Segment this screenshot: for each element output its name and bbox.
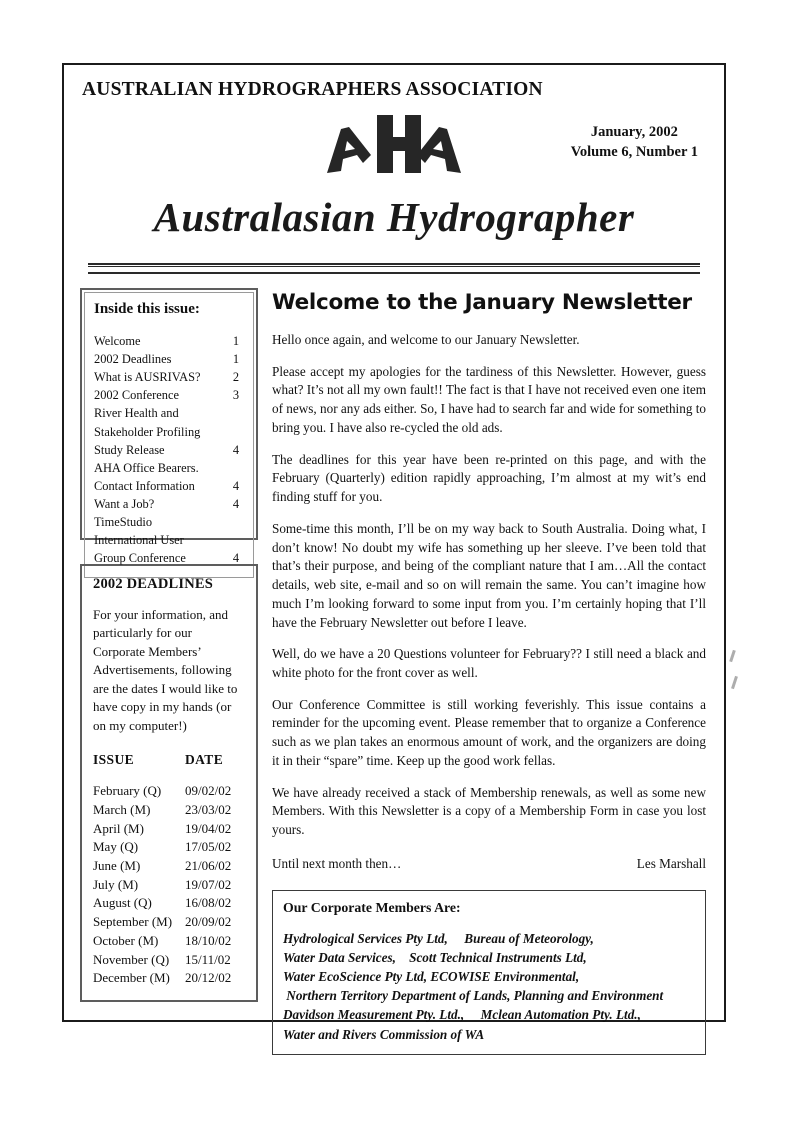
toc-label: What is AUSRIVAS? bbox=[94, 370, 201, 385]
deadlines-box bbox=[80, 564, 258, 1002]
deadlines-col-date: DATE bbox=[185, 752, 224, 768]
table-row bbox=[93, 876, 245, 895]
toc-entry[interactable] bbox=[94, 404, 244, 422]
list-item: Hydrological Services Pty Ltd, Bureau of Meteorology, bbox=[283, 930, 594, 946]
deadline-date: 20/12/02 bbox=[185, 970, 232, 986]
article-paragraph: Please accept my apologies for the tardiness of this Newsletter. However, guess what? It’s not all my own fault!! The fact is that I have not received even one item of news, nor any ads either. So, I have had to search far and wide for something to bring you. I have also re-cycled the old ads. bbox=[272, 363, 706, 435]
page-content bbox=[64, 65, 724, 1042]
table-row bbox=[93, 969, 245, 988]
toc-label: International User bbox=[94, 533, 184, 548]
toc-page: 2 bbox=[232, 370, 240, 385]
deadline-issue: June (M) bbox=[93, 858, 141, 874]
deadline-date: 19/07/02 bbox=[185, 876, 232, 892]
toc-label: Want a Job? bbox=[94, 496, 155, 511]
deadlines-intro-text: For your information, and particularly for our Corporate Members’ Advertisements, following are the dates I would like to have copy in my hands (or on my computer!) bbox=[93, 607, 238, 733]
association-name: AUSTRALIAN HYDROGRAPHERS ASSOCIATION bbox=[82, 79, 543, 100]
inside-this-issue-box bbox=[80, 288, 258, 566]
toc-entry[interactable] bbox=[94, 368, 244, 386]
body-columns bbox=[78, 288, 710, 1055]
table-row bbox=[93, 894, 245, 913]
table-row bbox=[93, 838, 245, 857]
toc-label: Welcome bbox=[94, 334, 141, 348]
issue-meta bbox=[571, 123, 698, 162]
toc-label: AHA Office Bearers. bbox=[94, 460, 199, 475]
toc-entry[interactable] bbox=[94, 495, 244, 513]
deadline-date: 17/05/02 bbox=[185, 839, 232, 855]
deadline-date: 15/11/02 bbox=[185, 951, 231, 967]
table-row bbox=[93, 913, 245, 932]
table-row bbox=[93, 951, 245, 970]
article-paragraph: We have already received a stack of Membership renewals, as well as some new Members. With this Newsletter is a copy of a Membership Form in case you lost yours. bbox=[272, 784, 706, 838]
deadline-date: 16/08/02 bbox=[185, 895, 232, 911]
deadline-issue: May (Q) bbox=[93, 839, 139, 855]
issue-date: January, 2002 bbox=[590, 124, 678, 140]
table-row bbox=[93, 932, 245, 951]
deadlines-heading: 2002 DEADLINES bbox=[93, 576, 214, 592]
deadline-issue: February (Q) bbox=[93, 783, 162, 799]
masthead-middle-row bbox=[78, 111, 710, 189]
toc-entry[interactable] bbox=[94, 332, 244, 350]
toc-page: 4 bbox=[232, 478, 240, 493]
toc-label: Study Release bbox=[94, 442, 165, 457]
toc-entry[interactable] bbox=[94, 477, 244, 495]
deadline-date: 21/06/02 bbox=[185, 858, 232, 874]
toc-page: 3 bbox=[232, 388, 240, 403]
deadline-issue: December (M) bbox=[93, 970, 170, 986]
toc-entry[interactable] bbox=[94, 386, 244, 404]
table-of-contents bbox=[94, 332, 244, 567]
table-row bbox=[93, 857, 245, 876]
list-item: Water Data Services, Scott Technical Instruments Ltd, bbox=[283, 950, 587, 966]
sidebar-column bbox=[80, 288, 258, 1002]
toc-label: Contact Information bbox=[94, 478, 195, 493]
table-row bbox=[93, 820, 245, 839]
table-row bbox=[93, 801, 245, 820]
inside-this-issue-heading: Inside this issue: bbox=[94, 301, 200, 317]
newsletter-title: Australasian Hydrographer bbox=[153, 194, 635, 240]
toc-entry[interactable] bbox=[94, 441, 244, 459]
deadline-issue: September (M) bbox=[93, 914, 173, 930]
toc-label: 2002 Deadlines bbox=[94, 352, 172, 367]
deadline-issue: July (M) bbox=[93, 876, 139, 892]
toc-page: 1 bbox=[232, 334, 240, 348]
list-item: Davidson Measurement Pty. Ltd., Mclean Automation Pty. Ltd., bbox=[283, 1007, 641, 1023]
deadline-issue: April (M) bbox=[93, 820, 144, 836]
article-paragraph: Some-time this month, I’ll be on my way back to South Australia. Doing what, I don’t know! No doubt my wife has something up her sleeve. I’ve been told that that’s their purpose, and being of the compliant nature that I am…All the contact details, web site, e-mail and so on will remain the same. You can’t imagine how much I’m looking forward to some input from you. I’m certainly hoping that I’ll have the February Newsletter out before I leave. bbox=[272, 520, 706, 630]
deadline-date: 20/09/02 bbox=[185, 914, 232, 930]
toc-page: 4 bbox=[232, 442, 240, 457]
inside-this-issue-inner bbox=[84, 292, 254, 578]
deadline-date: 19/04/02 bbox=[185, 820, 232, 836]
masthead-divider bbox=[88, 263, 700, 274]
deadline-date: 09/02/02 bbox=[185, 783, 232, 799]
toc-page: 4 bbox=[232, 551, 240, 566]
deadlines-table-header bbox=[93, 752, 245, 768]
signoff-author: Les Marshall bbox=[636, 855, 706, 871]
deadlines-table-body bbox=[93, 782, 245, 988]
deadline-issue: August (Q) bbox=[93, 895, 152, 911]
deadline-date: 23/03/02 bbox=[185, 801, 232, 817]
toc-label: 2002 Conference bbox=[94, 388, 179, 403]
scan-artifact bbox=[729, 650, 736, 662]
issue-volume: Volume 6, Number 1 bbox=[570, 143, 698, 160]
article-heading: Welcome to the January Newsletter bbox=[272, 290, 692, 315]
toc-label: Group Conference bbox=[94, 551, 186, 566]
toc-entry[interactable] bbox=[94, 350, 244, 368]
toc-entry[interactable] bbox=[94, 513, 244, 531]
deadlines-col-issue: ISSUE bbox=[93, 752, 135, 768]
article-column bbox=[272, 288, 710, 1055]
toc-label: Stakeholder Profiling bbox=[94, 424, 201, 439]
toc-entry[interactable] bbox=[94, 423, 244, 441]
article-paragraph: Hello once again, and welcome to our January Newsletter. bbox=[272, 332, 580, 347]
table-row bbox=[93, 782, 245, 801]
list-item: Water and Rivers Commission of WA bbox=[283, 1026, 485, 1042]
page-frame bbox=[62, 63, 726, 1042]
article-signoff bbox=[272, 856, 706, 872]
toc-entry[interactable] bbox=[94, 459, 244, 477]
article-paragraph: Well, do we have a 20 Questions volunteer for February?? I still need a black and white photo for the front cover as well. bbox=[272, 646, 706, 681]
deadline-issue: March (M) bbox=[93, 801, 151, 817]
article-paragraph: The deadlines for this year have been re-printed on this page, and with the February (Quarterly) edition rapidly approaching, I’m almost at my wit’s end finding stuff for you. bbox=[272, 451, 706, 505]
signoff-text: Until next month then… bbox=[272, 855, 402, 871]
deadline-issue: November (Q) bbox=[93, 951, 170, 967]
toc-entry[interactable] bbox=[94, 531, 244, 549]
scan-artifact bbox=[731, 676, 738, 689]
article-paragraph: Our Conference Committee is still working feverishly. This issue contains a reminder for the upcoming event. Please remember that to organize a Conference such as we plan takes an enormous amount of work, and the organizers are doing it in their “spare” time. Keep up the good work fellas. bbox=[272, 696, 706, 768]
deadline-date: 18/10/02 bbox=[185, 932, 232, 948]
corporate-members-heading: Our Corporate Members Are: bbox=[283, 899, 461, 915]
toc-page: 1 bbox=[232, 352, 240, 367]
deadline-issue: October (M) bbox=[93, 932, 159, 948]
toc-label: River Health and bbox=[94, 406, 179, 421]
toc-page: 4 bbox=[232, 496, 240, 511]
aha-logo-icon bbox=[319, 111, 469, 181]
list-item: Water EcoScience Pty Ltd, ECOWISE Environmental, bbox=[283, 969, 580, 985]
list-item: Northern Territory Department of Lands, Planning and Environment bbox=[283, 988, 664, 1004]
toc-label: TimeStudio bbox=[94, 515, 153, 530]
corporate-members-box bbox=[272, 890, 706, 1055]
corporate-members-list bbox=[283, 929, 695, 1044]
